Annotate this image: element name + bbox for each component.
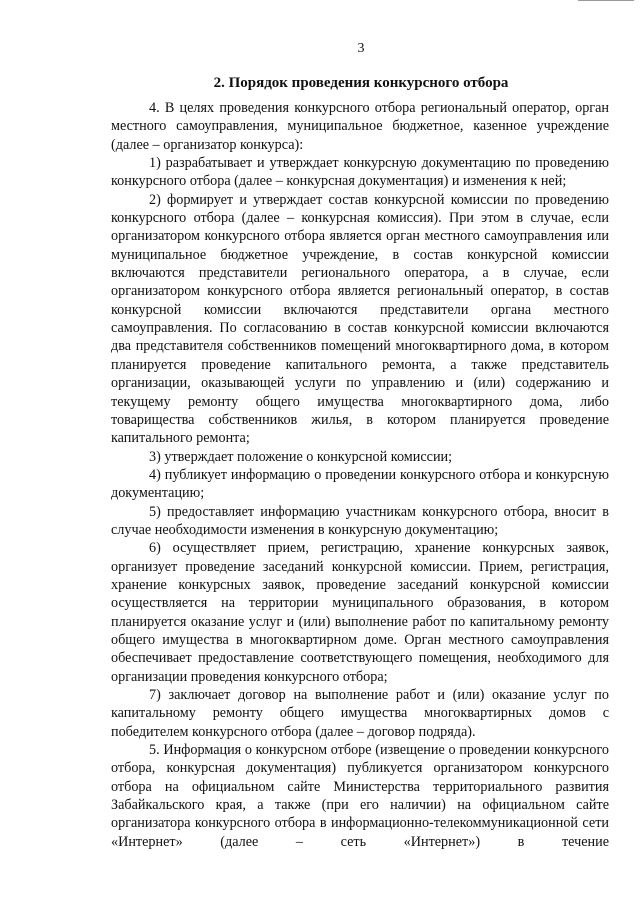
paragraph-subitem-1: 1) разрабатывает и утверждает конкурсную документацию по проведению конкурсного отбора (далее – конкурсная документация) и изменения к ней; bbox=[111, 155, 609, 190]
paragraph-subitem-2: 2) формирует и утверждает состав конкурсной комиссии по проведению конкурсного отбора (далее – конкурсная комиссия). При этом в случае, если организатором конкурсного отбора является орган местного самоуправления или муниципальное бюджетное учреждение, в состав конкурсной комиссии включаются представители регионального оператора, а в случае, если организатором конкурсного отбора является региональный оператор, в состав конкурсной комиссии включаются представители органа местного самоуправления. По согласованию в состав конкурсной комиссии включаются два представителя собственников помещений многоквартирного дома, в котором планируется проведение капитального ремонта, а также представитель организации, оказывающей услуги по управлению и (или) содержанию и текущему ремонту общего имущества многоквартирного дома, либо товарищества собственников жилья, в котором планируется проведение капитального ремонта; bbox=[111, 191, 609, 447]
paragraph-item-5: 5. Информация о конкурсном отборе (извещение о проведении конкурсного отбора, конкурсная документация) публикуется организатором конкурсного отбора на официальном сайте Министерства территориального развития Забайкальского края, а также (при его наличии) на официальном сайте организатора конкурсного отбора в информационно-телекоммуникационной сети «Интернет» (далее – сеть «Интернет») в течение bbox=[111, 742, 609, 850]
scan-edge-mark bbox=[578, 0, 634, 3]
paragraph-item-4: 4. В целях проведения конкурсного отбора региональный оператор, орган местного самоуправления, муниципальное бюджетное, казенное учреждение (далее – организатор конкурса): bbox=[111, 100, 609, 153]
paragraph-subitem-4: 4) публикует информацию о проведении конкурсного отбора и конкурсную документацию; bbox=[111, 466, 609, 502]
paragraph-subitem-3: 3) утверждает положение о конкурсной комиссии; bbox=[149, 448, 453, 465]
section-title: 2. Порядок проведения конкурсного отбора bbox=[213, 75, 509, 91]
paragraph-subitem-6: 6) осуществляет прием, регистрацию, хранение конкурсных заявок, организует проведение заседаний конкурсной комиссии. Прием, регистрация, хранение конкурсных заявок, проведение заседаний конкурсной комиссии осуществляется на территории муниципального образования, в котором планируется оказание услуг и (или) выполнение работ по капитальному ремонту общего имущества в многоквартирном доме. Орган местного самоуправления обеспечивает предоставление соответствующего помещения, необходимого для организации проведения конкурсного отбора; bbox=[111, 540, 609, 685]
paragraph-subitem-7: 7) заключает договор на выполнение работ и (или) оказание услуг по капитальному ремонту общего имущества многоквартирных домов с победителем конкурсного отбора (далее – договор подряда). bbox=[111, 687, 609, 740]
document-body bbox=[111, 99, 609, 851]
paragraph-subitem-5: 5) предоставляет информацию участникам конкурсного отбора, вносит в случае необходимости изменения в конкурсную документацию; bbox=[111, 503, 609, 538]
page-number: 3 bbox=[357, 41, 365, 56]
